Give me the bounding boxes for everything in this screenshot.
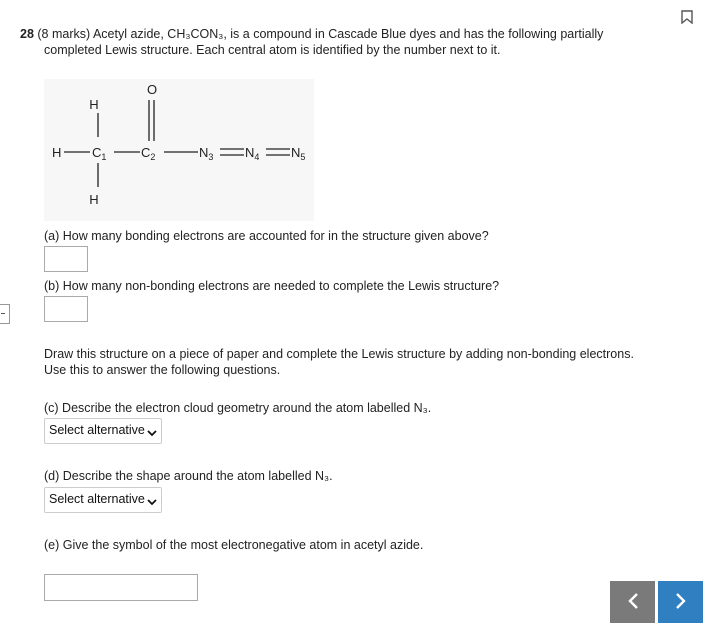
part-e-label: (e) Give the symbol of the most electronegative atom in acetyl azide. [44,538,424,552]
part-e-answer-input[interactable] [44,574,198,601]
part-b-answer-input[interactable] [44,296,88,322]
margin-marker [0,304,10,324]
part-c-select[interactable] [44,418,162,444]
question-header [20,27,603,41]
chevron-down-icon [147,495,157,509]
part-d-label: (d) Describe the shape around the atom labelled N₃. [44,469,333,483]
chevron-right-icon [675,592,687,613]
part-c-label: (c) Describe the electron cloud geometry around the atom labelled N₃. [44,401,432,415]
question-text-line2: completed Lewis structure. Each central atom is identified by the number next to it. [44,43,501,57]
instructions-line2: Use this to answer the following questions. [44,363,281,377]
minus-icon [1,313,5,314]
part-c-select-value: Select alternative [49,423,145,437]
instructions-line1: Draw this structure on a piece of paper and complete the Lewis structure by adding non-bonding electrons. [44,347,634,361]
atom-n3: $N_3$ [199,145,214,162]
bookmark-icon[interactable] [680,10,694,24]
question-marks: (8 marks) [37,27,91,41]
atom-o: O [146,82,158,97]
part-d-select-value: Select alternative [49,492,145,506]
lewis-structure-figure [44,79,314,221]
question-number: 28 [20,27,34,41]
atom-c2: $C_2$ [141,145,156,162]
part-a-answer-input[interactable] [44,246,88,272]
part-a-label: (a) How many bonding electrons are accounted for in the structure given above? [44,229,489,243]
atom-n4: $N_4$ [245,145,260,162]
chevron-left-icon [627,592,639,613]
question-text-line1: Acetyl azide, CH₃CON₃, is a compound in Cascade Blue dyes and has the following partially [92,27,604,41]
part-b-label: (b) How many non-bonding electrons are needed to complete the Lewis structure? [44,279,500,293]
chevron-down-icon [147,426,157,440]
atom-h-top: H [89,97,99,112]
atom-n5: $N_5$ [291,145,306,162]
next-button[interactable] [658,581,703,623]
atom-h-bottom: H [89,192,99,207]
atom-h-left: H [52,145,62,160]
previous-button[interactable] [610,581,655,623]
part-d-select[interactable] [44,487,162,513]
atom-c1: $C_1$ [92,145,107,162]
